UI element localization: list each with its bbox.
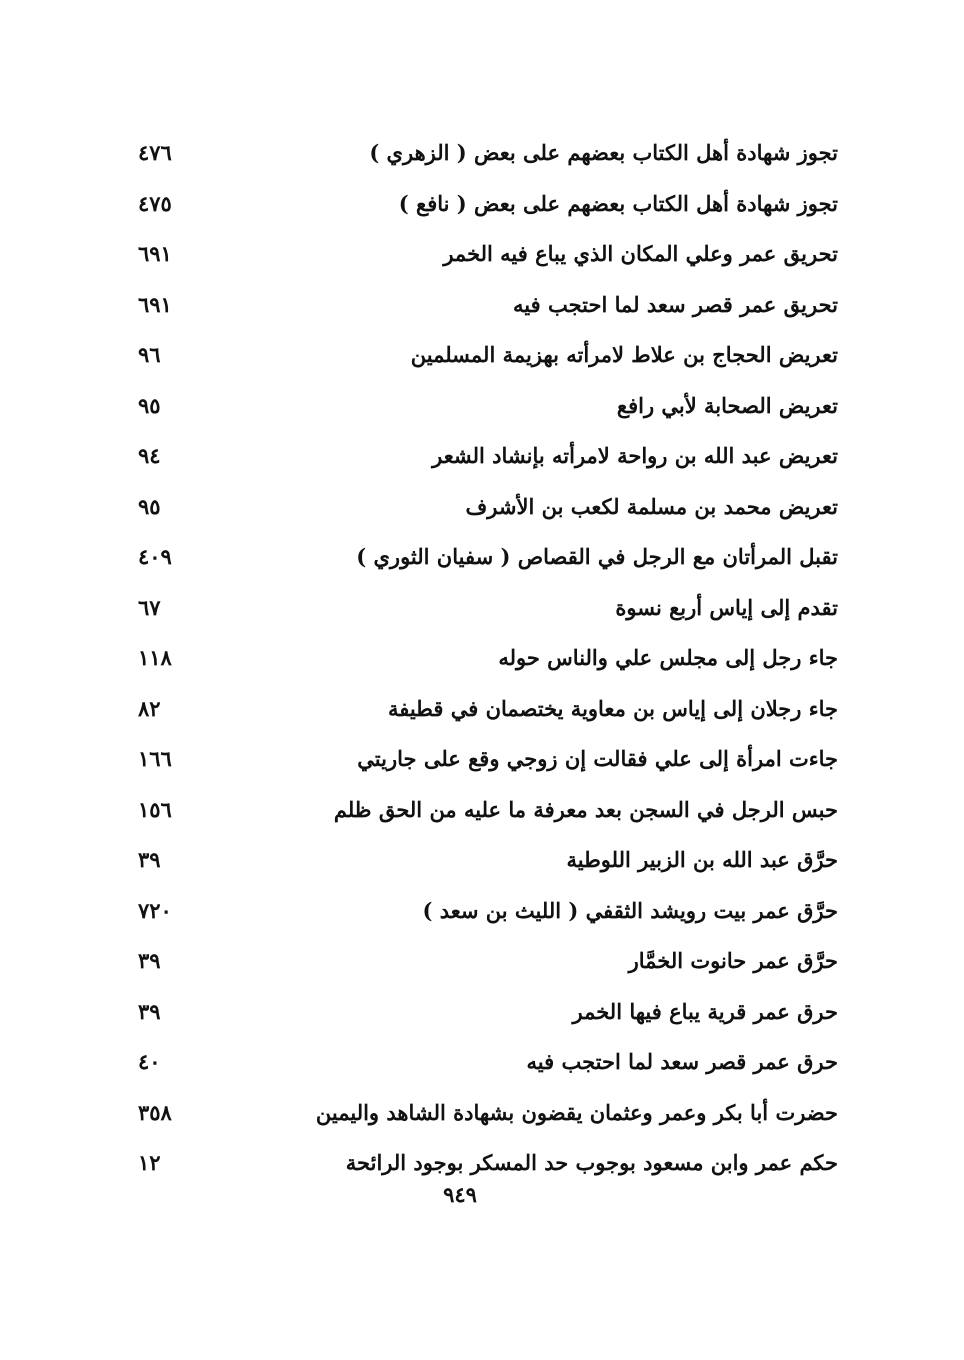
index-list xyxy=(138,128,838,1189)
entry-page-number: ٤٧٥ xyxy=(138,190,172,216)
entry-page-number: ٤٠٩ xyxy=(138,544,172,569)
entry-page-number: ٩٦ xyxy=(138,342,161,367)
index-entry xyxy=(138,785,838,836)
index-entry xyxy=(138,229,838,280)
index-entry xyxy=(138,330,838,381)
index-entry xyxy=(138,987,838,1038)
index-entry xyxy=(138,936,838,987)
entry-page-number: ٤٠ xyxy=(138,1049,161,1074)
entry-title: حبس الرجل في السجن بعد معرفة ما عليه من الحق ظلم xyxy=(333,796,838,822)
entry-page-number: ٦٧ xyxy=(138,594,161,620)
index-entry xyxy=(138,684,838,735)
index-entry xyxy=(138,431,838,482)
index-entry xyxy=(138,886,838,937)
entry-page-number: ٩٤ xyxy=(138,443,161,468)
entry-title: تقبل المرأتان مع الرجل في القصاص ( سفيان الثوري ) xyxy=(356,544,838,569)
entry-page-number: ١٦٦ xyxy=(138,746,172,771)
entry-title: تعريض عبد الله بن رواحة لامرأته بإنشاد الشعر xyxy=(432,443,838,468)
entry-page-number: ٣٩ xyxy=(138,998,161,1024)
entry-page-number: ٦٩١ xyxy=(138,241,172,266)
entry-page-number: ٩٥ xyxy=(138,493,161,519)
entry-page-number: ١٥٦ xyxy=(138,796,172,822)
entry-title: تجوز شهادة أهل الكتاب بعضهم على بعض ( الزهري ) xyxy=(369,140,838,165)
entry-title: تقدم إلى إياس أربع نسوة xyxy=(615,594,838,620)
entry-title: جاء رجل إلى مجلس علي والناس حوله xyxy=(498,645,838,670)
entry-page-number: ١٢ xyxy=(138,1150,161,1175)
entry-title: جاءت امرأة إلى علي فقالت إن زوجي وقع على جاريتي xyxy=(357,746,838,771)
index-entry xyxy=(138,583,838,634)
entry-page-number: ١١٨ xyxy=(138,645,172,670)
index-entry xyxy=(138,532,838,583)
entry-title: تجوز شهادة أهل الكتاب بعضهم على بعض ( نافع ) xyxy=(398,190,838,216)
entry-page-number: ٣٩ xyxy=(138,847,161,872)
entry-title: تحريق عمر قصر سعد لما احتجب فيه xyxy=(513,291,838,317)
index-entry xyxy=(138,734,838,785)
index-entry xyxy=(138,633,838,684)
entry-title: حرَّق عمر بيت رويشد الثقفي ( الليث بن سعد ) xyxy=(422,897,838,923)
entry-title: تعريض الصحابة لأبي رافع xyxy=(616,392,838,418)
entry-title: تعريض محمد بن مسلمة لكعب بن الأشرف xyxy=(465,493,838,519)
entry-page-number: ٣٩ xyxy=(138,948,161,973)
entry-page-number: ٤٧٦ xyxy=(138,140,172,165)
index-entry xyxy=(138,381,838,432)
index-entry xyxy=(138,1037,838,1088)
entry-title: حرَّق عمر حانوت الخمَّار xyxy=(628,948,838,973)
entry-title: تحريق عمر وعلي المكان الذي يباع فيه الخمر xyxy=(443,241,838,266)
index-entry xyxy=(138,482,838,533)
index-entry xyxy=(138,280,838,331)
entry-title: حضرت أبا بكر وعمر وعثمان يقضون بشهادة الشاهد واليمين xyxy=(315,1099,838,1125)
entry-page-number: ٣٥٨ xyxy=(138,1099,172,1125)
entry-title: حرق عمر قرية يباع فيها الخمر xyxy=(572,998,838,1024)
index-entry xyxy=(138,179,838,230)
page-number: ٩٤٩ xyxy=(443,1182,477,1207)
entry-title: تعريض الحجاج بن علاط لامرأته بهزيمة المسلمين xyxy=(410,342,838,367)
entry-title: حرق عمر قصر سعد لما احتجب فيه xyxy=(526,1049,838,1074)
entry-title: جاء رجلان إلى إياس بن معاوية يختصمان في قطيفة xyxy=(387,695,838,721)
entry-page-number: ٩٥ xyxy=(138,392,161,418)
index-entry xyxy=(138,1088,838,1139)
index-entry xyxy=(138,128,838,179)
entry-page-number: ٦٩١ xyxy=(138,291,172,317)
index-entry xyxy=(138,835,838,886)
entry-page-number: ٨٢ xyxy=(138,695,161,721)
entry-title: حكم عمر وابن مسعود بوجوب حد المسكر بوجود الرائحة xyxy=(345,1150,838,1175)
entry-page-number: ٧٢٠ xyxy=(138,897,172,923)
entry-title: حرَّق عبد الله بن الزبير اللوطية xyxy=(566,847,838,872)
